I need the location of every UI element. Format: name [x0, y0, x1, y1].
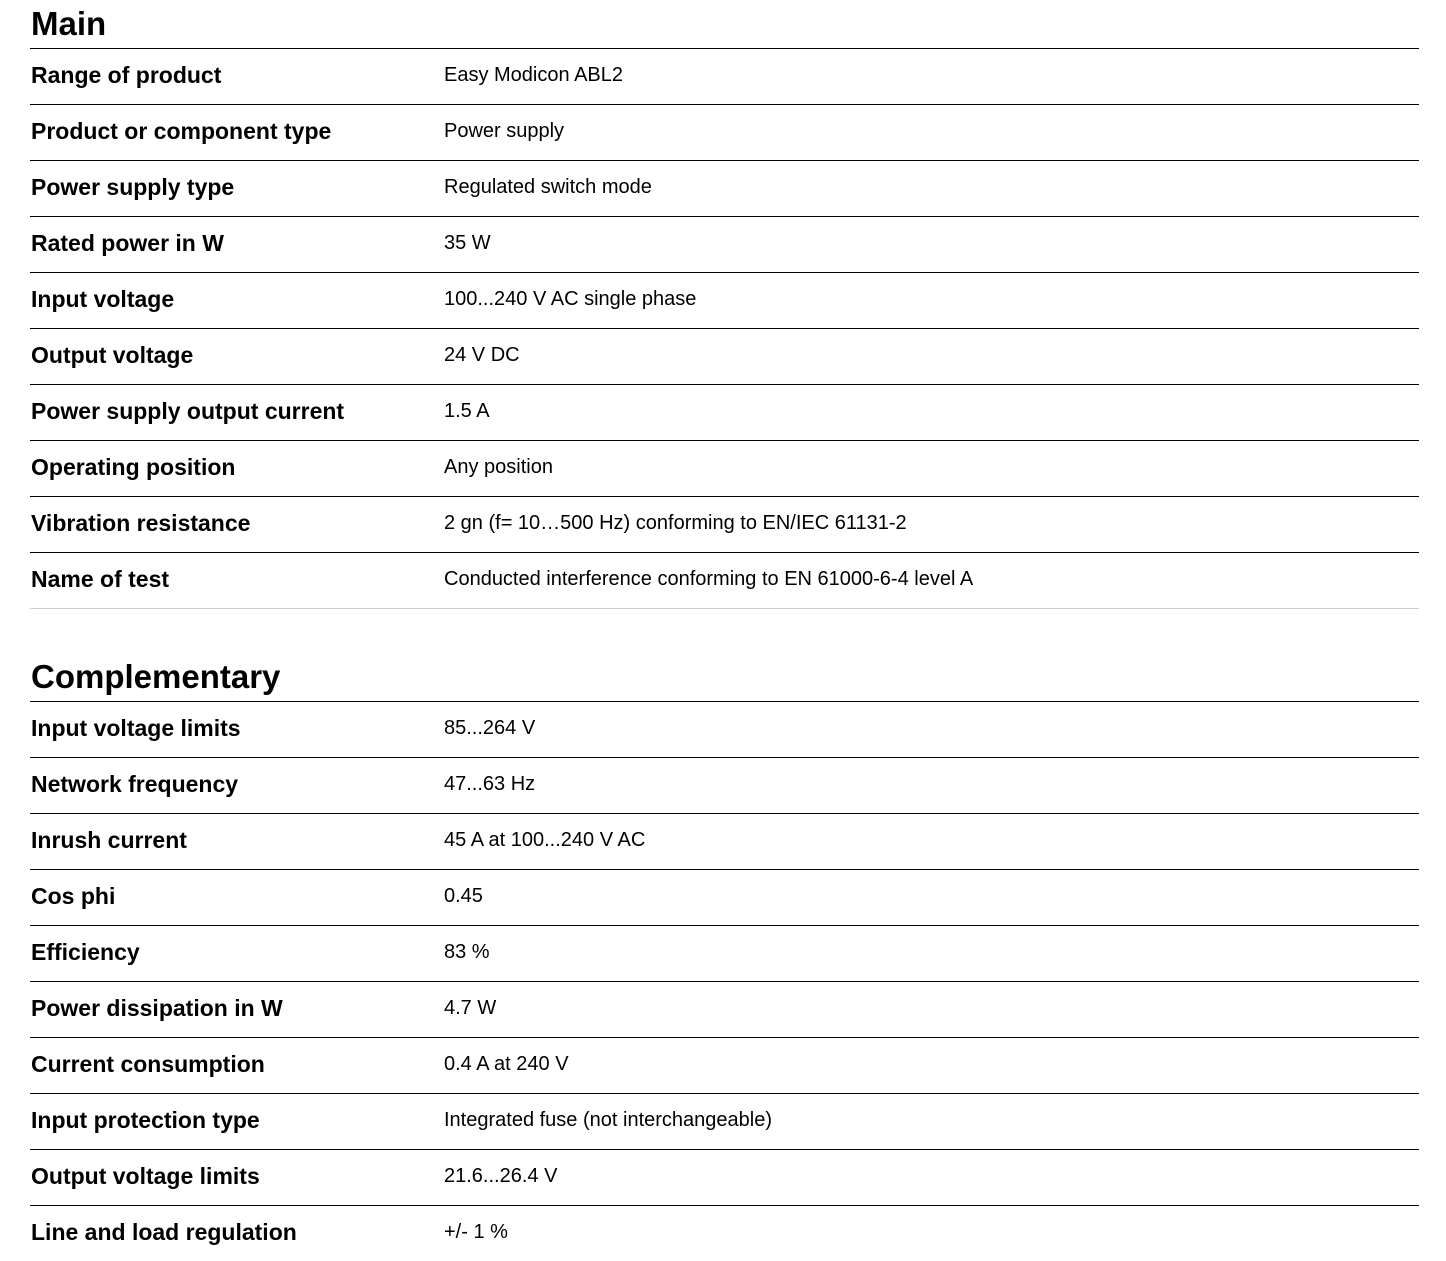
spec-value: Integrated fuse (not interchangeable): [444, 1109, 772, 1131]
spec-label: Line and load regulation: [31, 1219, 297, 1245]
spec-value: 35 W: [444, 232, 491, 254]
spec-row: [30, 1038, 1419, 1094]
spec-label: Cos phi: [31, 883, 116, 909]
spec-row: [30, 1150, 1419, 1206]
spec-row: [30, 870, 1419, 926]
spec-value: 0.4 A at 240 V: [444, 1053, 569, 1075]
complementary-section: [30, 653, 1419, 1261]
spec-value: 83 %: [444, 941, 490, 963]
spec-value: 100...240 V AC single phase: [444, 288, 697, 310]
main-section: [30, 0, 1419, 609]
spec-value: 4.7 W: [444, 997, 497, 1019]
spec-value: Regulated switch mode: [444, 176, 652, 198]
spec-row: [30, 441, 1419, 497]
spec-label: Network frequency: [31, 771, 239, 797]
spec-row: [30, 814, 1419, 870]
spec-label: Name of test: [31, 566, 170, 592]
section-title-complementary: Complementary: [30, 653, 1419, 702]
spec-row: [30, 217, 1419, 273]
spec-value: Any position: [444, 456, 553, 478]
spec-label: Power supply output current: [31, 398, 345, 424]
spec-label: Current consumption: [31, 1051, 265, 1077]
spec-row: [30, 161, 1419, 217]
spec-label: Inrush current: [31, 827, 187, 853]
spec-row: [30, 497, 1419, 553]
spec-row: [30, 1094, 1419, 1150]
spec-label: Power supply type: [31, 174, 235, 200]
spec-label: Input protection type: [31, 1107, 260, 1133]
spec-value: 0.45: [444, 885, 483, 907]
spec-value: 2 gn (f= 10…500 Hz) conforming to EN/IEC 61131-2: [444, 512, 907, 534]
spec-row: [30, 273, 1419, 329]
spec-label: Range of product: [31, 62, 222, 88]
spec-label: Output voltage: [31, 342, 194, 368]
spec-row: [30, 49, 1419, 105]
spec-row: [30, 553, 1419, 609]
spec-label: Input voltage limits: [31, 715, 241, 741]
spec-row: [30, 1206, 1419, 1261]
spec-row: [30, 926, 1419, 982]
spec-value: Conducted interference conforming to EN 61000-6-4 level A: [444, 568, 974, 590]
spec-row: [30, 329, 1419, 385]
spec-label: Input voltage: [31, 286, 175, 312]
spec-row: [30, 758, 1419, 814]
spec-value: Easy Modicon ABL2: [444, 64, 623, 86]
spec-value: 1.5 A: [444, 400, 490, 422]
spec-label: Output voltage limits: [31, 1163, 260, 1189]
spec-row: [30, 982, 1419, 1038]
spec-label: Operating position: [31, 454, 236, 480]
spec-label: Power dissipation in W: [31, 995, 283, 1021]
spec-label: Rated power in W: [31, 230, 224, 256]
spec-value: 24 V DC: [444, 344, 520, 366]
spec-value: Power supply: [444, 120, 565, 142]
spec-row: [30, 105, 1419, 161]
spec-row: [30, 385, 1419, 441]
spec-label: Product or component type: [31, 118, 332, 144]
spec-value: 85...264 V: [444, 717, 536, 739]
spec-value: 45 A at 100...240 V AC: [444, 829, 646, 851]
spec-label: Efficiency: [31, 939, 140, 965]
spec-value: 21.6...26.4 V: [444, 1165, 558, 1187]
spec-label: Vibration resistance: [31, 510, 251, 536]
spec-value: 47...63 Hz: [444, 773, 536, 795]
spec-row: [30, 702, 1419, 758]
spec-value: +/- 1 %: [444, 1221, 508, 1243]
section-title-main: Main: [30, 0, 1419, 49]
